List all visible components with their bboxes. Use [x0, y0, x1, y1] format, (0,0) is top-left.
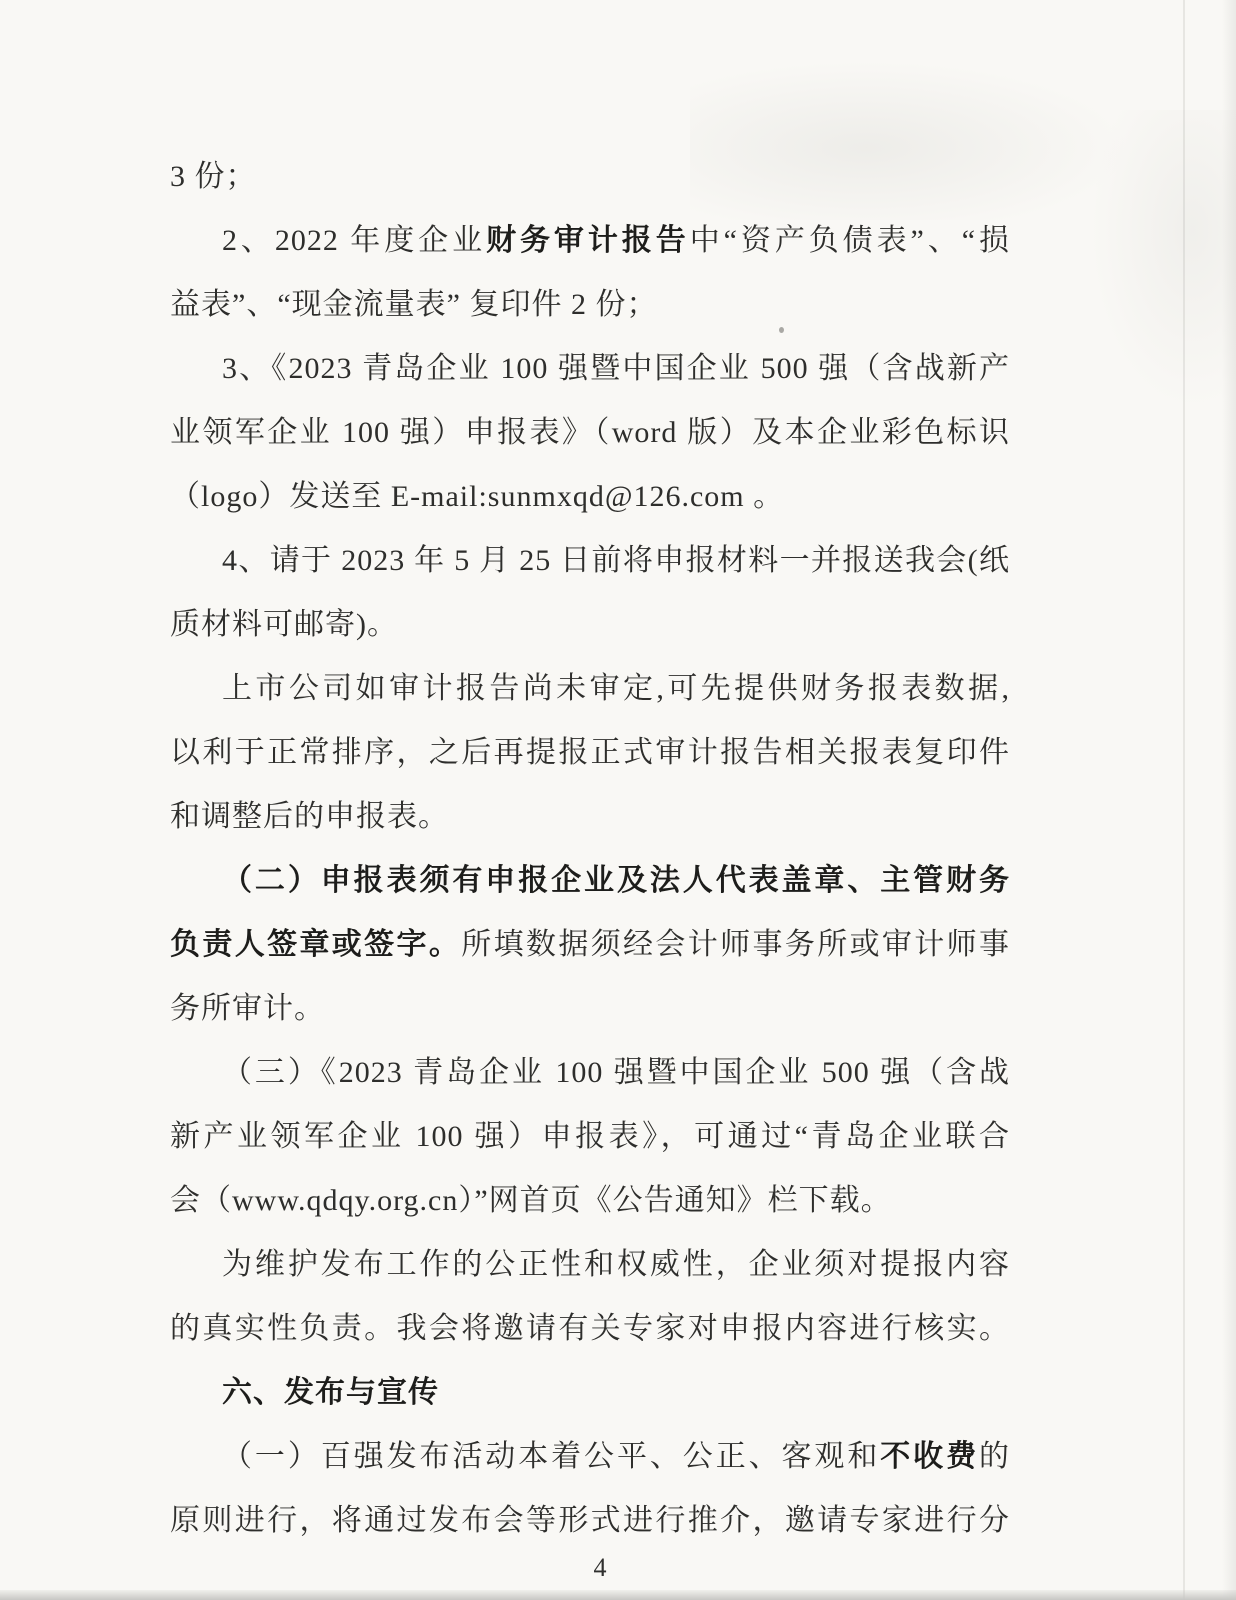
text-line: [170, 1105, 1010, 1169]
text-segment: 的真实性负责。我会将邀请有关专家对申报内容进行核实。: [170, 1312, 1010, 1345]
text-line: [170, 1489, 1010, 1553]
text-line: [170, 1361, 1010, 1425]
scan-edge-line: [1183, 0, 1185, 1600]
scan-bottom-edge: [0, 1590, 1236, 1600]
text-segment: 3 份；: [170, 160, 257, 193]
scan-edge-shadow: [1222, 0, 1236, 1600]
text-line: [170, 337, 1010, 401]
text-line: [170, 1425, 1010, 1489]
text-line: [170, 913, 1010, 977]
text-segment: （logo）发送至 E-mail:sunmxqd@126.com 。: [170, 480, 785, 513]
text-segment: 业领军企业 100 强）申报表》（word 版）及本企业彩色标识: [170, 416, 1010, 449]
text-line: [170, 465, 1010, 529]
text-line: [170, 401, 1010, 465]
text-segment: 4、请于 2023 年 5 月 25 日前将申报材料一并报送我会(纸: [222, 544, 1010, 577]
text-line: [170, 1169, 1010, 1233]
text-line: [170, 145, 1010, 209]
text-segment: （三）《2023 青岛企业 100 强暨中国企业 500 强（含战: [222, 1056, 1010, 1089]
text-segment: 为维护发布工作的公正性和权威性，企业须对提报内容: [222, 1248, 1010, 1281]
text-segment-bold: 不收费: [880, 1440, 980, 1473]
text-segment: 上市公司如审计报告尚未审定,可先提供财务报表数据,: [222, 672, 1010, 705]
text-segment: （一）百强发布活动本着公平、公正、客观和: [222, 1440, 881, 1473]
text-segment: 的: [979, 1440, 1011, 1473]
text-segment-bold: 六、发布与宣传: [222, 1376, 439, 1409]
text-segment: 3、《2023 青岛企业 100 强暨中国企业 500 强（含战新产: [222, 352, 1010, 385]
page-number: 4: [593, 1553, 607, 1582]
document-body: [170, 145, 1010, 1553]
text-segment-bold: 财务审计报告: [486, 224, 690, 257]
text-line: [170, 529, 1010, 593]
text-segment: 原则进行，将通过发布会等形式进行推介，邀请专家进行分: [170, 1504, 1010, 1537]
text-line: [170, 273, 1010, 337]
text-segment: 以利于正常排序，之后再提报正式审计报告相关报表复印件: [170, 736, 1010, 769]
text-segment-bold: （二）申报表须有申报企业及法人代表盖章、主管财务: [222, 864, 1010, 897]
text-line: [170, 209, 1010, 273]
text-line: [170, 721, 1010, 785]
scan-smudge: [1090, 110, 1236, 410]
text-line: [170, 977, 1010, 1041]
text-line: [170, 593, 1010, 657]
text-line: [170, 1233, 1010, 1297]
text-line: [170, 657, 1010, 721]
text-line: [170, 1041, 1010, 1105]
text-segment-bold: 负责人签章或签字。: [170, 928, 462, 961]
text-segment: 所填数据须经会计师事务所或审计师事: [461, 928, 1011, 961]
text-segment: 务所审计。: [170, 992, 325, 1025]
text-segment: 中“资产负债表”、“损: [689, 224, 1011, 257]
text-segment: 质材料可邮寄)。: [170, 608, 398, 641]
text-segment: 2、2022 年度企业: [222, 224, 487, 257]
text-line: [170, 849, 1010, 913]
text-line: [170, 785, 1010, 849]
text-segment: 会（www.qdqy.org.cn）”网首页《公告通知》栏下载。: [170, 1184, 892, 1217]
text-segment: 和调整后的申报表。: [170, 800, 449, 833]
text-line: [170, 1297, 1010, 1361]
text-segment: 新产业领军企业 100 强）申报表》，可通过“青岛企业联合: [170, 1120, 1010, 1153]
text-segment: 益表”、“现金流量表” 复印件 2 份；: [170, 288, 658, 321]
